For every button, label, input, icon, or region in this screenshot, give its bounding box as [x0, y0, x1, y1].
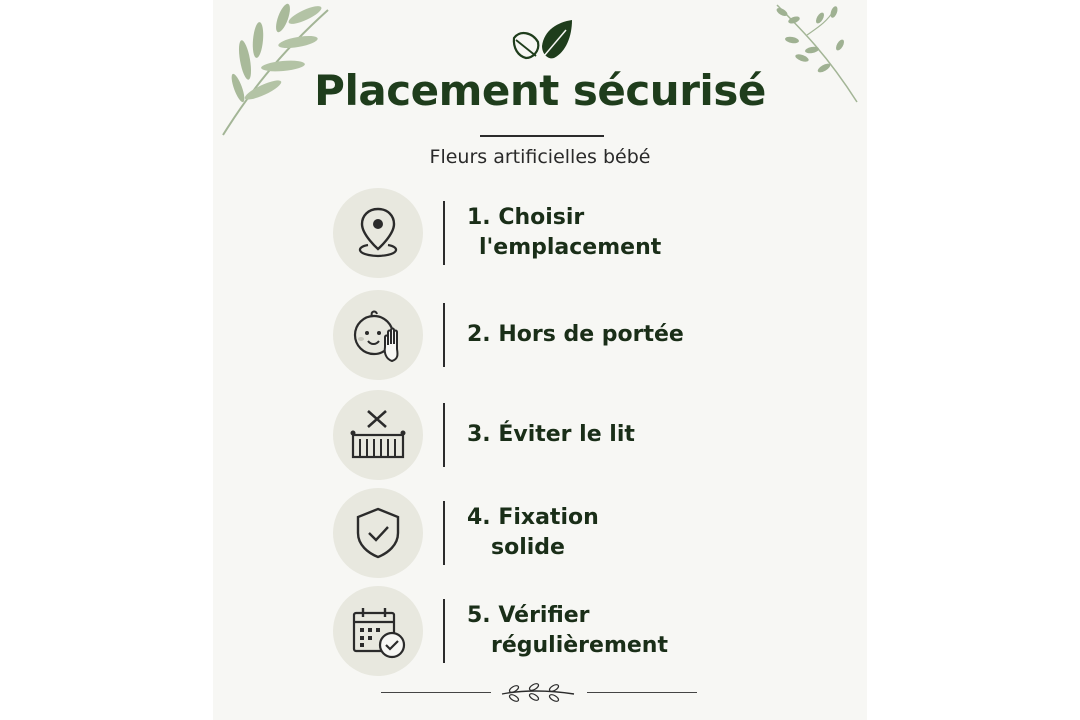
- step-2-label: [467, 290, 757, 380]
- leaves-logo-icon: [510, 18, 578, 64]
- step-3: [333, 390, 753, 480]
- step-2: [333, 290, 753, 380]
- step-3-line1: 3. Éviter le lit: [467, 422, 635, 447]
- step-icon-circle: [333, 390, 423, 480]
- step-divider: [443, 201, 445, 265]
- title-underline: [480, 135, 604, 137]
- step-divider: [443, 501, 445, 565]
- step-divider: [443, 303, 445, 367]
- step-icon-circle: [333, 586, 423, 676]
- footer-rule-left: [381, 692, 491, 693]
- shield-check-icon: [348, 503, 408, 563]
- calendar-check-icon: [348, 601, 408, 661]
- step-5-line1: 5. Vérifier: [467, 603, 590, 628]
- step-4: [333, 488, 753, 578]
- step-icon-circle: [333, 188, 423, 278]
- step-1-label: [467, 188, 757, 278]
- crib-cross-icon: [348, 405, 408, 465]
- step-4-line2: solide: [491, 535, 565, 560]
- infographic-card: [213, 0, 867, 720]
- step-divider: [443, 403, 445, 467]
- baby-hand-icon: [348, 305, 408, 365]
- footer-sprig-icon: [498, 680, 578, 704]
- step-1: [333, 188, 753, 278]
- step-icon-circle: [333, 290, 423, 380]
- step-5-label: [467, 586, 757, 676]
- step-5-line2: régulièrement: [491, 633, 668, 658]
- step-4-line1: 4. Fixation: [467, 505, 599, 530]
- page-subtitle: Fleurs artificielles bébé: [429, 146, 651, 168]
- step-4-label: [467, 488, 757, 578]
- step-3-label: [467, 390, 757, 480]
- step-icon-circle: [333, 488, 423, 578]
- step-1-line2: l'emplacement: [479, 235, 662, 260]
- step-divider: [443, 599, 445, 663]
- page-title: Placement sécurisé: [314, 66, 766, 115]
- step-5: [333, 586, 753, 676]
- location-pin-icon: [348, 203, 408, 263]
- footer-rule-right: [587, 692, 697, 693]
- step-1-line1: 1. Choisir: [467, 205, 585, 230]
- step-2-line1: 2. Hors de portée: [467, 322, 684, 347]
